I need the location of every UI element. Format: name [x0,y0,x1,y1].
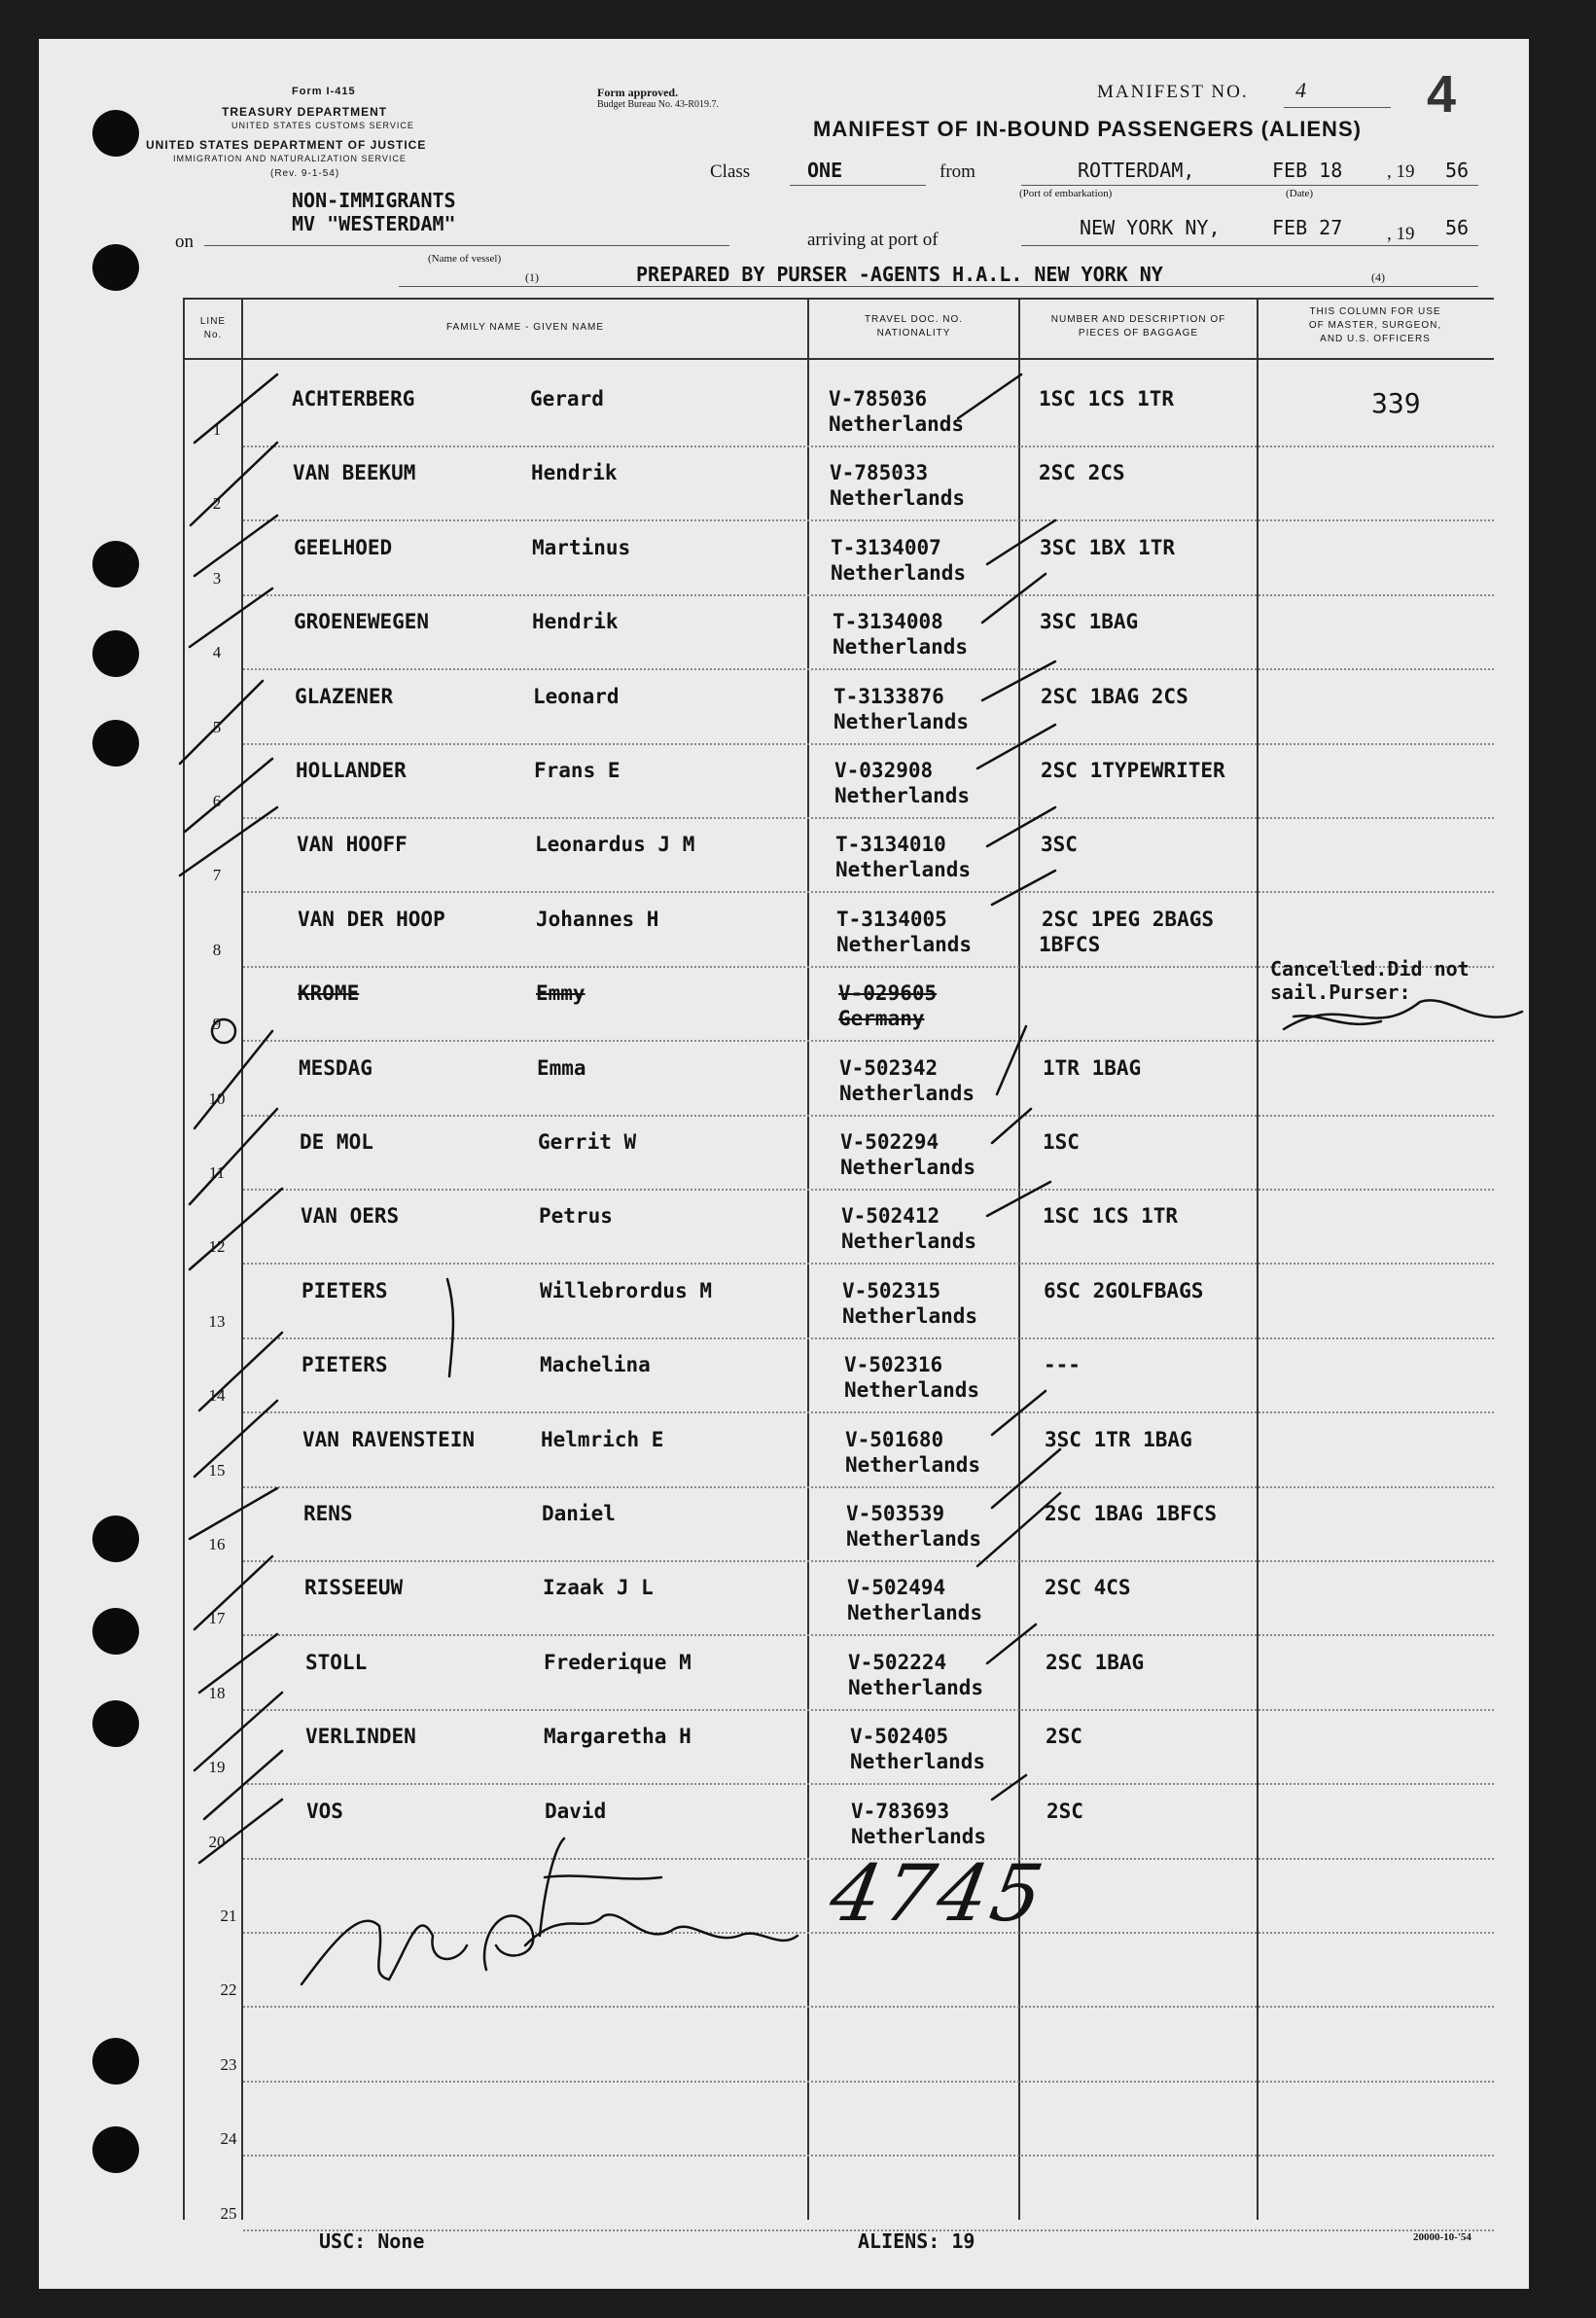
travel-doc-no: V-029605 [838,981,938,1006]
line-number: 25 [220,2203,237,2223]
baggage: 2SC 1BAG [1046,1650,1145,1674]
nationality: Netherlands [836,932,973,956]
given-name: Izaak J L [543,1576,654,1600]
baggage: 1SC 1CS 1TR [1043,1204,1179,1229]
class-label: Class [710,161,751,182]
given-name: Helmrich E [541,1427,664,1451]
travel-doc-no: V-785036 [829,387,928,410]
family-name: VAN HOOFF [297,833,408,857]
manifest-no-label: MANIFEST NO. [1097,82,1249,102]
cancel-note-line-1: Cancelled.Did not [1270,957,1470,981]
travel-doc-no: V-502316 [844,1353,943,1377]
nationality: Netherlands [841,1230,977,1254]
given-name: Daniel [542,1502,616,1525]
embark-date: FEB 18 [1272,159,1343,182]
purser-signature [1284,1000,1522,1029]
nationality: Germany [838,1007,925,1031]
line-number: 4 [212,643,222,662]
travel-doc-no: T-3134008 [833,610,943,634]
baggage: 1TR 1BAG [1043,1055,1142,1080]
check-mark [195,516,277,576]
date-caption: (Date) [1286,188,1314,199]
travel-doc-no: V-502294 [840,1130,940,1154]
baggage: 2SC 1BAG 1BFCS [1045,1502,1218,1525]
port-embark-caption: (Port of embarkation) [1019,188,1113,199]
check-mark [195,374,277,443]
tick-mark [958,374,1021,418]
travel-doc-no: V-785033 [830,461,929,485]
given-name: Johannes H [536,907,659,931]
arriving-label: arriving at port of [807,230,939,250]
given-name: Hendrik [531,461,618,485]
given-name: Martinus [532,535,631,559]
circled-line-mark [212,1019,235,1043]
nationality: Netherlands [844,1378,980,1403]
footer-usc: USC: None [319,2229,425,2253]
given-name: Gerrit W [538,1130,637,1154]
embark-year: 56 [1445,159,1470,182]
port-of-embarkation: ROTTERDAM, [1078,159,1195,182]
note-1: (1) [525,270,539,284]
check-mark [195,1401,277,1477]
tick-mark [977,1493,1060,1566]
travel-doc-no: V-502224 [848,1650,947,1674]
baggage: 3SC 1TR 1BAG [1045,1427,1192,1451]
line-number: 3 [212,568,222,588]
customs-service: UNITED STATES CUSTOMS SERVICE [231,121,414,130]
travel-doc-no: T-3134007 [831,535,941,559]
family-name: ACHTERBERG [292,387,415,410]
nationality: Netherlands [833,635,969,660]
line-number: 5 [212,717,222,736]
tick-mark [987,807,1055,846]
budget-bureau: Budget Bureau No. 43-R019.7. [597,99,719,110]
check-mark [180,807,277,875]
note-4: (4) [1371,270,1385,284]
header-travel-doc: TRAVEL DOC. NO. NATIONALITY [864,314,964,339]
line-number: 6 [212,792,222,810]
nationality: Netherlands [850,1750,986,1774]
check-mark [190,1488,277,1539]
line-number: 8 [212,940,222,959]
given-name: Petrus [539,1204,613,1229]
nationality: Netherlands [831,560,967,585]
line-number: 16 [208,1535,226,1553]
baggage: 2SC [1046,1799,1083,1823]
tick-mark [987,1624,1036,1663]
travel-doc-no: V-502342 [839,1055,939,1080]
family-name: GLAZENER [295,684,394,708]
vessel-name: MV "WESTERDAM" [292,212,456,235]
family-name: VAN BEEKUM [293,461,416,485]
tick-mark [977,725,1055,768]
vessel-caption: (Name of vessel) [428,253,502,265]
given-name: Frans E [534,759,621,782]
nationality: Netherlands [851,1824,987,1848]
travel-doc-no: V-502315 [842,1278,941,1302]
family-name: MESDAG [299,1055,372,1080]
form-approved: Form approved. [597,86,679,99]
family-name: RENS [303,1502,353,1525]
cancel-note-line-2: sail.Purser: [1270,981,1411,1004]
tick-mark [992,1775,1026,1800]
form-revision: (Rev. 9-1-54) [270,168,340,179]
family-name: PIETERS [301,1278,388,1302]
baggage: 3SC [1041,833,1078,857]
travel-doc-no: V-032908 [834,759,934,782]
line-number: 14 [208,1386,226,1406]
given-name: Hendrik [532,610,619,634]
header-line-no: LINE No. [199,316,227,340]
family-name: DE MOL [300,1130,373,1154]
tick-mark [982,661,1055,700]
arrival-year: 56 [1445,216,1470,239]
travel-doc-no: T-3134005 [836,907,947,931]
nationality: Netherlands [848,1675,984,1699]
tick-mark [987,520,1055,564]
baggage-continued: 1BFCS [1039,932,1101,956]
form-number: Form I-415 [292,86,356,97]
year-prefix: , 19 [1387,161,1415,182]
check-mark [190,588,272,647]
family-name: PIETERS [301,1353,388,1377]
nationality: Netherlands [847,1601,983,1625]
line-number: 9 [212,1015,222,1034]
arrival-date: FEB 27 [1272,216,1343,239]
line-number: 17 [208,1609,226,1628]
family-name: VERLINDEN [305,1725,416,1749]
check-mark [195,1693,282,1770]
family-name: VAN DER HOOP [298,907,445,931]
vessel-line-1: NON-IMMIGRANTS [292,189,456,212]
nationality: Netherlands [834,784,971,807]
travel-doc-no: V-501680 [845,1427,944,1451]
line-number: 20 [208,1832,226,1851]
nationality: Netherlands [835,858,972,882]
baggage: 1SC 1CS 1TR [1039,387,1175,410]
given-name: David [545,1799,607,1823]
check-mark [191,443,277,525]
check-mark [180,681,263,764]
department-treasury: TREASURY DEPARTMENT [222,105,388,119]
signature-stroke [525,1838,798,1945]
baggage: 2SC 4CS [1045,1576,1131,1600]
nationality: Netherlands [840,1156,976,1179]
baggage: 2SC 2CS [1039,461,1125,485]
nationality: Netherlands [842,1303,978,1328]
given-name: Machelina [540,1353,651,1377]
on-label: on [175,232,194,252]
baggage: --- [1044,1353,1081,1377]
nationality: Netherlands [833,709,970,733]
given-name: Willebrordus M [540,1278,713,1302]
tick-mark [987,1182,1050,1216]
line-number: 19 [208,1758,226,1777]
line-number: 12 [208,1237,226,1257]
family-name: HOLLANDER [296,759,407,782]
travel-doc-no: T-3134010 [835,833,946,857]
check-mark [199,1333,282,1410]
given-name: Leonard [533,684,620,708]
nationality: Netherlands [830,486,966,511]
print-code: 20000-10-'54 [1413,2231,1472,2243]
manifest-no-stamp: 4 [1427,65,1457,124]
given-name: Leonardus J M [535,833,695,857]
header-baggage: NUMBER AND DESCRIPTION OF PIECES OF BAGGAGE [1050,314,1226,339]
check-mark [195,1031,272,1128]
manifest-no-value: 4 [1295,78,1306,102]
line-number: 10 [208,1088,226,1108]
family-name: VAN OERS [301,1204,400,1229]
nationality: Netherlands [846,1527,982,1551]
nationality: Netherlands [839,1081,975,1105]
line-number: 22 [220,1980,237,2000]
nationality: Netherlands [829,412,965,436]
signature-stroke [301,1921,467,1984]
tick-mark [992,1449,1060,1508]
header-officers: THIS COLUMN FOR USE OF MASTER, SURGEON, AND U.S. OFFICERS [1308,306,1442,344]
signature-stroke [484,1915,533,1970]
immigration-service: IMMIGRATION AND NATURALIZATION SERVICE [173,154,407,163]
class-value: ONE [807,159,843,182]
given-name: Frederique M [544,1650,692,1674]
prepared-by: PREPARED BY PURSER -AGENTS H.A.L. NEW YORK NY [636,263,1163,286]
tick-mark [992,871,1055,905]
baggage: 3SC 1BX 1TR [1040,535,1176,559]
line-number: 1 [212,420,222,439]
baggage: 2SC 1BAG 2CS [1041,684,1188,708]
manifest-title: MANIFEST OF IN-BOUND PASSENGERS (ALIENS) [813,117,1362,141]
family-name: KROME [298,981,360,1006]
baggage: 2SC 1TYPEWRITER [1041,759,1225,782]
handwritten-number: 4745 [823,1848,1053,1939]
given-name: Gerard [530,387,604,410]
line-number: 23 [220,2054,237,2074]
department-justice: UNITED STATES DEPARTMENT OF JUSTICE [146,138,427,152]
family-name: GROENEWEGEN [294,610,430,634]
given-name: Emma [537,1055,586,1080]
line-number: 18 [208,1683,226,1702]
tick-mark [982,574,1046,623]
check-mark [190,1109,277,1204]
travel-doc-no: V-502494 [847,1576,946,1600]
line-number: 24 [220,2129,237,2149]
check-mark [190,1189,282,1269]
family-name: STOLL [305,1650,368,1674]
from-label: from [940,161,975,182]
line-number: 2 [212,494,222,514]
line-number: 13 [208,1311,226,1331]
family-name: GEELHOED [294,535,393,559]
check-mark [199,1634,277,1693]
family-name: VOS [306,1799,343,1823]
travel-doc-no: V-783693 [851,1799,950,1823]
baggage: 1SC [1043,1130,1080,1154]
year-prefix-2: , 19 [1387,224,1415,244]
given-name: Margaretha H [544,1725,692,1749]
line-number: 11 [208,1163,226,1182]
travel-doc-no: T-3133876 [833,684,944,708]
baggage: 6SC 2GOLFBAGS [1044,1278,1204,1302]
nationality: Netherlands [845,1452,981,1477]
line-number: 21 [220,1907,237,1925]
family-name: RISSEEUW [304,1576,404,1600]
baggage: 2SC 1PEG 2BAGS [1042,907,1215,931]
given-name: Emmy [536,981,585,1006]
tick-mark [992,1391,1046,1435]
ditto-mark [447,1279,453,1376]
baggage: 3SC 1BAG [1040,610,1139,634]
travel-doc-no: V-502412 [841,1204,940,1229]
footer-aliens: ALIENS: 19 [858,2229,975,2253]
arrival-port: NEW YORK NY, [1080,216,1221,239]
line-number: 7 [212,866,222,885]
family-name: VAN RAVENSTEIN [302,1427,476,1451]
line-number: 15 [208,1460,226,1480]
signature-stroke [545,1876,661,1879]
travel-doc-no: V-502405 [850,1725,949,1749]
officer-note: 339 [1371,387,1421,419]
check-mark [195,1556,272,1629]
header-name: FAMILY NAME - GIVEN NAME [446,322,604,333]
baggage: 2SC [1046,1725,1082,1749]
tick-mark [992,1109,1031,1143]
check-mark [199,1800,282,1863]
tick-mark [997,1026,1026,1094]
travel-doc-no: V-503539 [846,1502,945,1525]
